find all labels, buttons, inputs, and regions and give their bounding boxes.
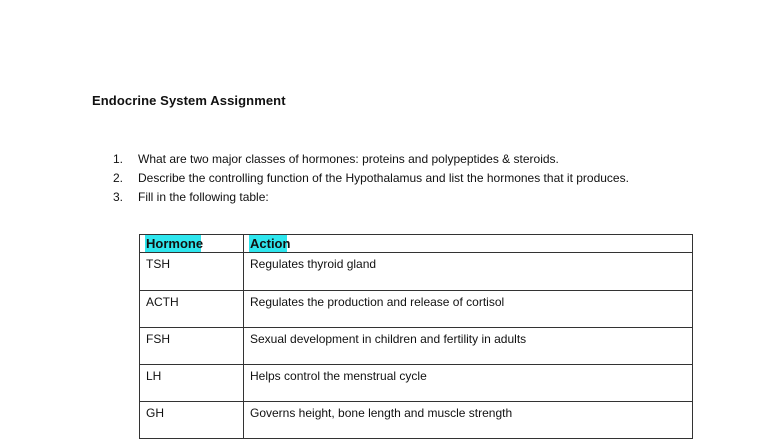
table-row bbox=[140, 365, 693, 402]
cell-action: Sexual development in children and fertility in adults bbox=[244, 328, 693, 365]
cell-action: Helps control the menstrual cycle bbox=[244, 365, 693, 402]
header-hormone bbox=[140, 235, 244, 253]
table-row bbox=[140, 328, 693, 365]
list-item-number: 3. bbox=[113, 190, 124, 204]
list-item bbox=[113, 150, 629, 169]
header-action-label: Action bbox=[250, 236, 291, 251]
document-title: Endocrine System Assignment bbox=[92, 93, 286, 108]
hormone-table bbox=[139, 234, 693, 439]
cell-hormone: LH bbox=[140, 365, 244, 402]
list-item bbox=[113, 169, 629, 188]
list-item-number: 1. bbox=[113, 152, 124, 166]
list-item-text: Describe the controlling function of the Hypothalamus and list the hormones that it produces. bbox=[138, 171, 629, 185]
table-header-row bbox=[140, 235, 693, 253]
header-hormone-label: Hormone bbox=[146, 236, 204, 251]
hormone-table-container bbox=[139, 234, 692, 439]
cell-hormone: ACTH bbox=[140, 291, 244, 328]
question-list bbox=[113, 150, 629, 207]
list-item-text: What are two major classes of hormones: proteins and polypeptides & steroids. bbox=[138, 152, 559, 166]
list-item bbox=[113, 188, 629, 207]
table-row bbox=[140, 253, 693, 291]
header-action bbox=[244, 235, 693, 253]
list-item-number: 2. bbox=[113, 171, 124, 185]
cell-action: Governs height, bone length and muscle strength bbox=[244, 402, 693, 439]
cell-action: Regulates the production and release of cortisol bbox=[244, 291, 693, 328]
cell-hormone: GH bbox=[140, 402, 244, 439]
table-row bbox=[140, 402, 693, 439]
table-row bbox=[140, 291, 693, 328]
list-item-text: Fill in the following table: bbox=[138, 190, 269, 204]
cell-action: Regulates thyroid gland bbox=[244, 253, 693, 291]
cell-hormone: TSH bbox=[140, 253, 244, 291]
cell-hormone: FSH bbox=[140, 328, 244, 365]
